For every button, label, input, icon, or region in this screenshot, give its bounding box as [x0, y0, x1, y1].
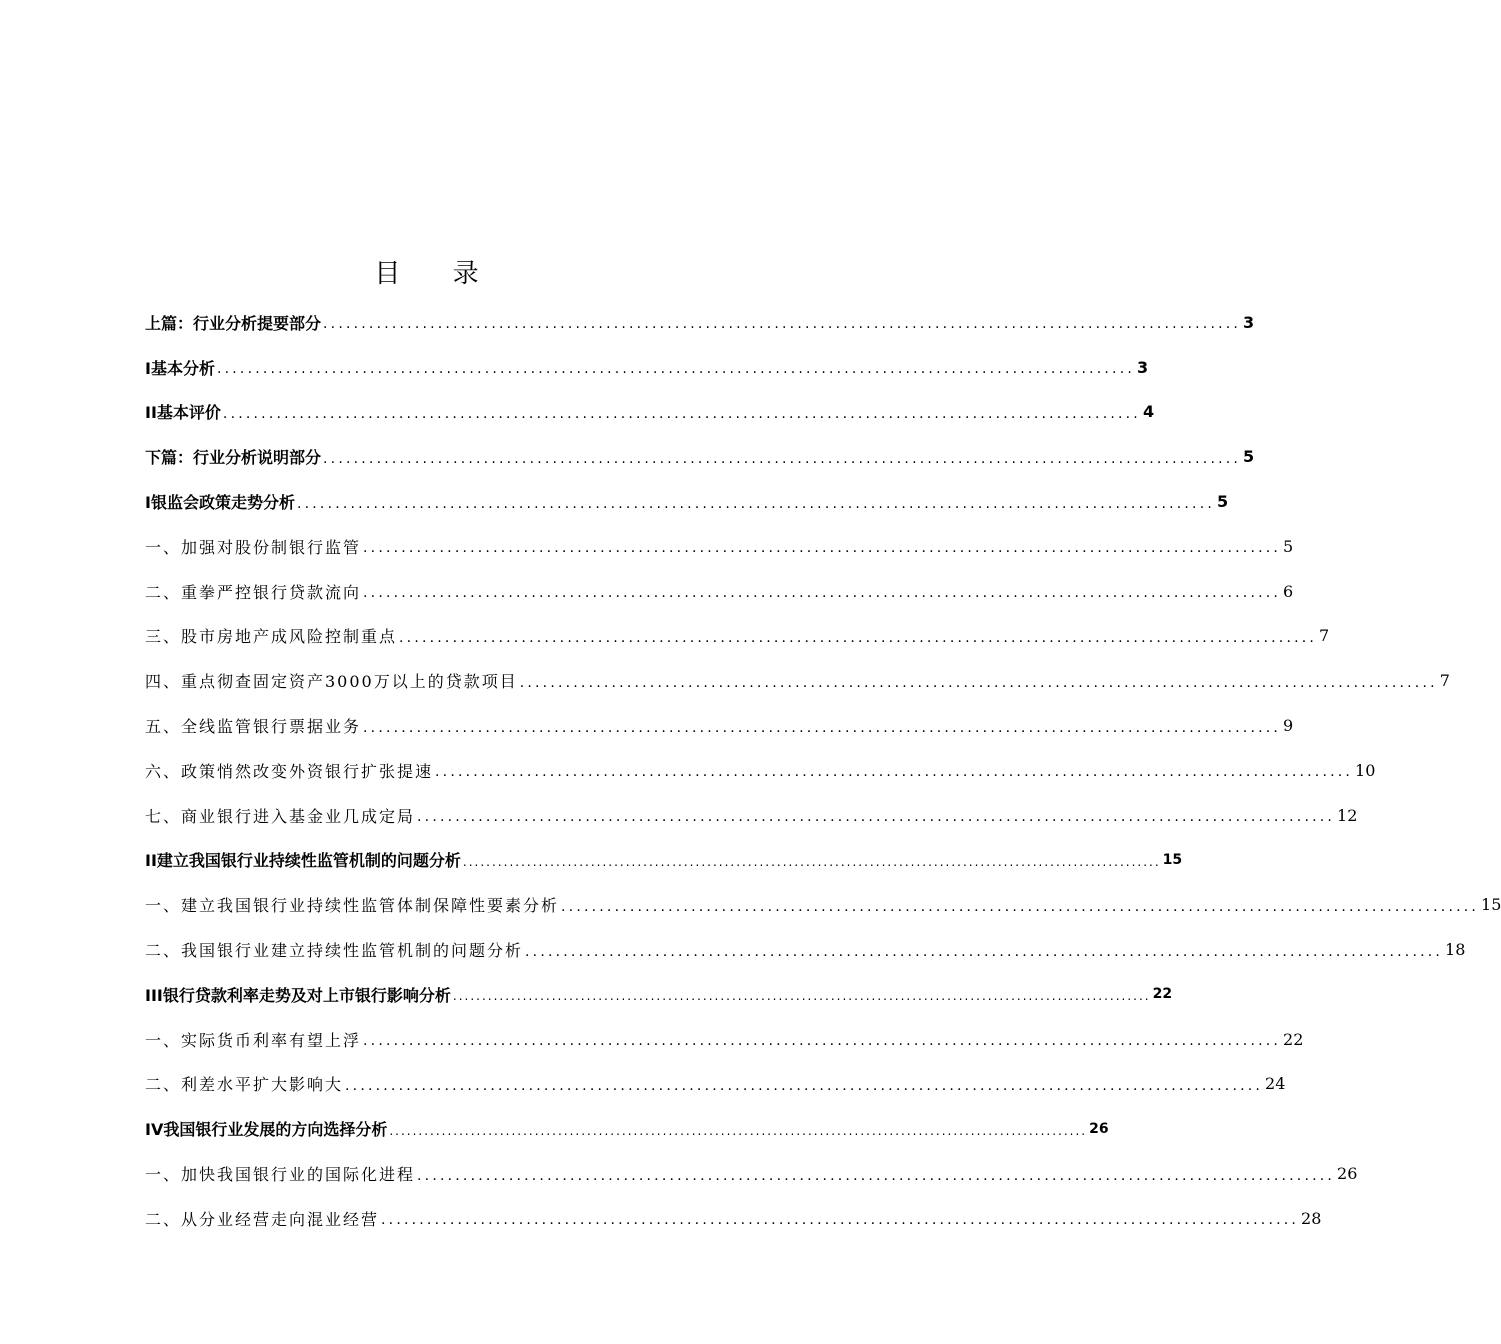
toc-dot-leader: ........................................................................................................................	[345, 1077, 1264, 1094]
toc-entry-label: IV我国银行业发展的方向选择分析	[145, 1120, 388, 1140]
toc-entry-page-number: 5	[1243, 447, 1255, 467]
toc-dot-leader: ........................................................................................................................	[381, 1212, 1300, 1229]
toc-entry[interactable]	[145, 703, 1294, 748]
toc-dot-leader: ........................................................................................................................	[417, 1167, 1336, 1184]
toc-entry-page-number: 7	[1439, 671, 1450, 691]
toc-entry-label: I银监会政策走势分析	[145, 493, 295, 513]
toc-dot-leader: ........................................................................................................................	[417, 809, 1336, 826]
toc-dot-leader: ........................................................................................................................	[452, 989, 1151, 1004]
toc-entry[interactable]	[145, 434, 1255, 479]
toc-entry[interactable]	[145, 793, 1358, 838]
toc-entry[interactable]	[145, 390, 1155, 435]
toc-entry[interactable]	[145, 972, 1173, 1017]
toc-dot-leader: ........................................................................................................................	[435, 764, 1354, 781]
toc-entry-page-number: 4	[1142, 402, 1155, 422]
toc-entry-label: I基本分析	[145, 358, 215, 378]
toc-dot-leader: ........................................................................................................................	[462, 854, 1161, 869]
toc-dot-leader: ........................................................................................................................	[222, 405, 1141, 422]
toc-entry-page-number: 26	[1337, 1164, 1358, 1184]
toc-entry-page-number: 18	[1445, 940, 1466, 960]
toc-entry[interactable]	[145, 748, 1376, 793]
toc-entry-label: 一、加快我国银行业的国际化进程	[145, 1165, 416, 1185]
toc-entry-label: 二、利差水平扩大影响大	[145, 1075, 344, 1095]
toc-dot-leader: ........................................................................................................................	[323, 450, 1242, 467]
toc-entry-label: 一、建立我国银行业持续性监管体制保障性要素分析	[145, 896, 560, 916]
toc-title: 目 录	[374, 259, 501, 290]
toc-entry-page-number: 12	[1337, 805, 1358, 825]
toc-entry[interactable]	[145, 1196, 1322, 1241]
toc-entry[interactable]	[145, 479, 1229, 524]
toc-entry-page-number: 28	[1301, 1208, 1322, 1228]
toc-dot-leader: ........................................................................................................................	[519, 674, 1438, 691]
toc-entry-label: 七、商业银行进入基金业几成定局	[145, 806, 416, 826]
toc-dot-leader: ........................................................................................................................	[363, 540, 1282, 557]
toc-entry-page-number: 3	[1243, 312, 1255, 332]
toc-dot-leader: ........................................................................................................................	[561, 898, 1480, 915]
toc-entry-page-number: 5	[1217, 492, 1229, 512]
toc-entry-label: 二、重拳严控银行贷款流向	[145, 582, 362, 602]
toc-entry-label: 二、我国银行业建立持续性监管机制的问题分析	[145, 941, 524, 961]
toc-entry[interactable]	[145, 1062, 1286, 1107]
toc-entry[interactable]	[145, 838, 1183, 883]
toc-dot-leader: ........................................................................................................................	[363, 585, 1282, 602]
toc-dot-leader: ........................................................................................................................	[363, 1033, 1282, 1050]
toc-dot-leader: ........................................................................................................................	[389, 1123, 1088, 1138]
toc-entry-label: 二、从分业经营走向混业经营	[145, 1209, 380, 1229]
toc-dot-leader: ........................................................................................................................	[363, 719, 1282, 736]
toc-entry[interactable]	[145, 927, 1466, 972]
toc-entry-page-number: 24	[1265, 1074, 1286, 1094]
toc-entry[interactable]	[145, 658, 1450, 703]
toc-entry-page-number: 26	[1089, 1120, 1109, 1137]
toc-dot-leader: ........................................................................................................................	[296, 495, 1215, 512]
toc-entry[interactable]	[145, 345, 1149, 390]
toc-entry-page-number: 15	[1162, 851, 1183, 868]
toc-entry[interactable]	[145, 1017, 1304, 1062]
toc-entry-page-number: 5	[1283, 536, 1294, 556]
toc-entry[interactable]	[145, 1151, 1358, 1196]
toc-entry[interactable]	[145, 1106, 1109, 1151]
toc-dot-leader: ........................................................................................................................	[323, 316, 1242, 333]
toc-entry-label: III银行贷款利率走势及对上市银行影响分析	[145, 985, 451, 1005]
toc-entry-page-number: 22	[1152, 986, 1173, 1003]
toc-dot-leader: ........................................................................................................................	[399, 629, 1318, 646]
toc-entry-label: 三、股市房地产成风险控制重点	[145, 627, 398, 647]
toc-entry-page-number: 7	[1319, 626, 1330, 646]
toc-entry-label: 一、加强对股份制银行监管	[145, 537, 362, 557]
toc-entry[interactable]	[145, 882, 1501, 927]
toc-entry-label: 五、全线监管银行票据业务	[145, 717, 362, 737]
table-of-contents	[145, 300, 1501, 1241]
toc-entry-page-number: 22	[1283, 1029, 1304, 1049]
toc-entry[interactable]	[145, 614, 1330, 659]
toc-entry-label: 下篇：行业分析说明部分	[145, 448, 322, 468]
toc-entry-label: 上篇：行业分析提要部分	[145, 313, 322, 333]
toc-entry-label: II基本评价	[145, 403, 221, 423]
toc-dot-leader: ........................................................................................................................	[216, 361, 1135, 378]
toc-entry-label: 一、实际货币利率有望上浮	[145, 1030, 362, 1050]
toc-dot-leader: ........................................................................................................................	[525, 943, 1444, 960]
toc-entry-page-number: 3	[1137, 357, 1149, 377]
toc-entry-page-number: 10	[1355, 760, 1376, 780]
toc-entry[interactable]	[145, 569, 1294, 614]
toc-entry-label: 四、重点彻查固定资产3000万以上的贷款项目	[145, 672, 518, 692]
toc-entry-page-number: 9	[1283, 716, 1294, 736]
toc-entry-label: II建立我国银行业持续性监管机制的问题分析	[145, 851, 461, 871]
toc-entry-page-number: 15	[1481, 895, 1501, 915]
toc-entry-label: 六、政策悄然改变外资银行扩张提速	[145, 761, 434, 781]
toc-entry[interactable]	[145, 524, 1294, 569]
toc-entry-page-number: 6	[1283, 581, 1294, 601]
toc-entry[interactable]	[145, 300, 1255, 345]
